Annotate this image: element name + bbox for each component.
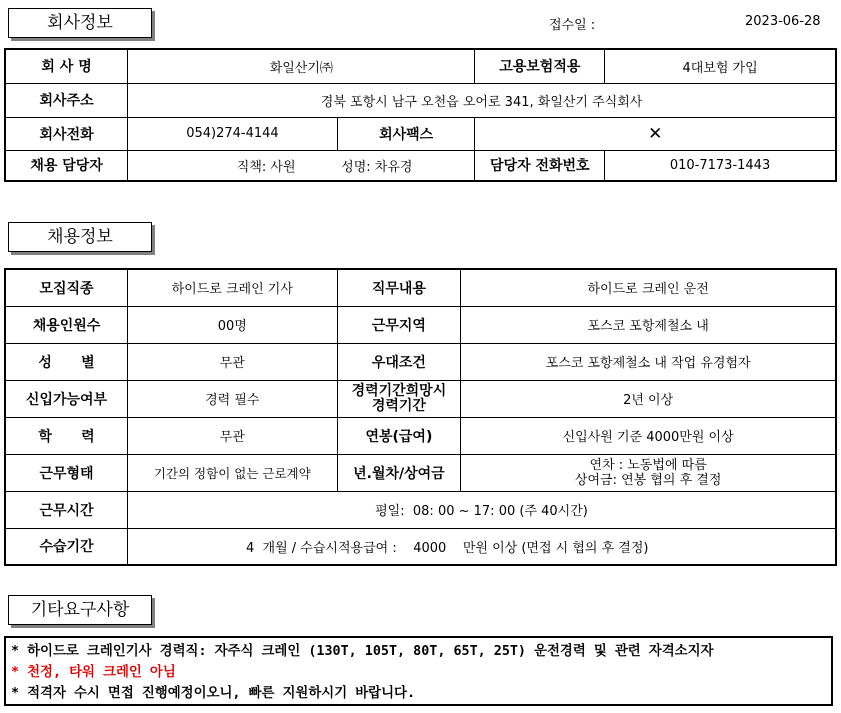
receipt-date: 2023-06-28	[745, 14, 821, 29]
career-label-line1: 경력기간희망시	[351, 382, 447, 399]
hours-label: 근무시간	[5, 491, 128, 528]
manager-info	[128, 150, 475, 181]
manager-name: 성명: 차유경	[341, 159, 413, 175]
career-label-line2: 경력기간	[371, 397, 426, 414]
headcount-value: 00명	[128, 306, 338, 343]
fax-label: 회사팩스	[337, 117, 475, 150]
receipt-label: 접수일 :	[549, 18, 596, 33]
requirement-note: * 하이드로 크레인기사 경력직: 자주식 크레인 (130T, 105T, 80T, 65T, 25T) 운전경력 및 관련 자격소지자	[11, 644, 714, 659]
phone-value: 054)274-4144	[128, 117, 338, 150]
manager-position: 직책: 사원	[236, 159, 296, 175]
manager-phone-value: 010-7173-1443	[605, 150, 836, 181]
manager-phone-label: 담당자 전화번호	[475, 150, 605, 181]
job-label: 모집직종	[5, 269, 128, 306]
company-name-label: 회 사 명	[5, 49, 128, 83]
recruit-section-title: 채용정보	[8, 222, 152, 252]
newcomer-value: 경력 필수	[128, 380, 338, 417]
training-label: 수습기간	[5, 528, 128, 565]
insurance-value: 4대보험 가입	[605, 49, 836, 83]
headcount-label: 채용인원수	[5, 306, 128, 343]
education-label: 학 력	[5, 417, 128, 454]
duty-label: 직무내용	[337, 269, 461, 306]
leave-line1: 연차 : 노동법에 따름	[589, 457, 707, 473]
requirement-note: * 적격자 수시 면접 진행예정이오니, 빠른 지원하시기 바랍니다.	[11, 686, 415, 701]
gender-label: 성 별	[5, 343, 128, 380]
job-value: 하이드로 크레인 기사	[128, 269, 338, 306]
preference-value: 포스코 포항제철소 내 작업 유경험자	[461, 343, 836, 380]
manager-label: 채용 담당자	[5, 150, 128, 181]
newcomer-label: 신입가능여부	[5, 380, 128, 417]
location-value: 포스코 포항제철소 내	[461, 306, 836, 343]
location-label: 근무지역	[337, 306, 461, 343]
leave-line2: 상여금: 연봉 협의 후 결정	[574, 472, 722, 488]
duty-value: 하이드로 크레인 운전	[461, 269, 836, 306]
other-section-title: 기타요구사항	[8, 595, 152, 625]
salary-label: 연봉(급여)	[337, 417, 461, 454]
career-label	[337, 380, 461, 417]
requirement-note-highlight: * 천정, 타워 크레인 아님	[11, 665, 176, 680]
fax-value: ✕	[475, 117, 836, 150]
requirements-box	[4, 636, 833, 706]
training-value: 4 개월 / 수습시적용급여 : 4000 만원 이상 (면접 시 협의 후 결정)	[128, 528, 837, 565]
company-name-value: 화일산기㈜	[128, 49, 475, 83]
company-info-table	[4, 48, 837, 182]
leave-label: 년.월차/상여금	[337, 454, 461, 491]
hours-value: 평일: 08: 00 ~ 17: 00 (주 40시간)	[128, 491, 837, 528]
insurance-label: 고용보험적용	[475, 49, 605, 83]
recruit-info-table	[4, 268, 837, 566]
career-value: 2년 이상	[461, 380, 836, 417]
address-label: 회사주소	[5, 83, 128, 117]
worktype-value: 기간의 정함이 없는 근로계약	[128, 454, 338, 491]
address-value: 경북 포항시 남구 오천읍 오어로 341, 화일산기 주식회사	[128, 83, 836, 117]
salary-value: 신입사원 기준 4000만원 이상	[461, 417, 836, 454]
education-value: 무관	[128, 417, 338, 454]
phone-label: 회사전화	[5, 117, 128, 150]
preference-label: 우대조건	[337, 343, 461, 380]
worktype-label: 근무형태	[5, 454, 128, 491]
gender-value: 무관	[128, 343, 338, 380]
company-section-title: 회사정보	[8, 8, 152, 38]
leave-value	[461, 454, 836, 491]
